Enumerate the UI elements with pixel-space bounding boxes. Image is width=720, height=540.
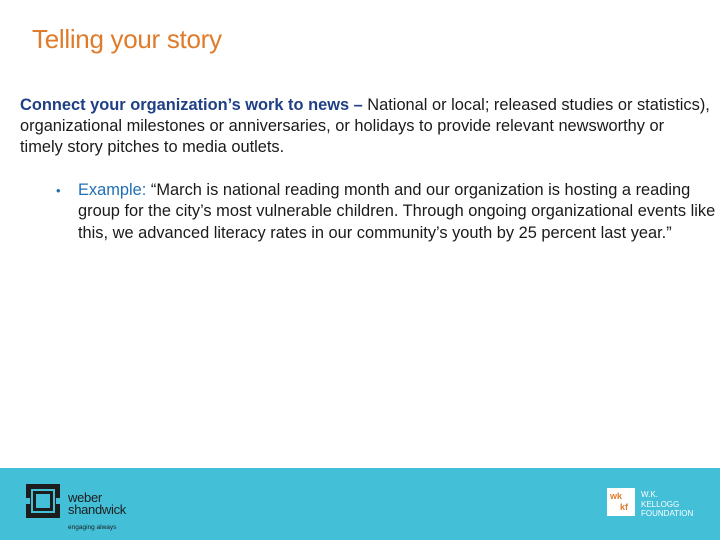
- ws-line1: weber: [68, 490, 102, 505]
- kf-mark-bottom: kf: [620, 502, 629, 512]
- kf-mark-top: wk: [610, 491, 623, 501]
- weber-shandwick-wordmark: [68, 492, 126, 516]
- ws-tagline: engaging always: [68, 524, 117, 531]
- bullet-body: [78, 180, 716, 244]
- kf-line1: W.K.: [641, 490, 658, 499]
- intro-paragraph: [20, 95, 710, 158]
- paragraph-lead: Connect your organization’s work to news –: [20, 96, 368, 114]
- bullet-label: Example:: [78, 181, 147, 199]
- kellogg-wordmark: [641, 490, 693, 519]
- kf-line2: KELLOGG: [641, 499, 680, 509]
- bullet-marker: •: [56, 183, 61, 198]
- slide-title: Telling your story: [32, 24, 222, 54]
- example-bullet: [56, 180, 716, 244]
- kf-line3: FOUNDATION: [641, 509, 694, 518]
- bullet-text: “March is national reading month and our organization is hosting a reading group for the city’s most vulnerable children. Through ongoing organizational events like this, we advanced literacy rates in our community’s youth by 25 percent last year.”: [78, 181, 716, 242]
- ws-line2: shandwick: [68, 502, 126, 517]
- kellogg-logo-icon: [607, 488, 635, 516]
- weber-shandwick-logo-icon: [24, 482, 62, 520]
- paragraph-text: National or local; released studies or statistics), organizational milestones or anniversaries, or holidays to provide relevant newsworthy or timely story pitches to media outlets.: [20, 96, 710, 156]
- footer-band: [0, 468, 720, 540]
